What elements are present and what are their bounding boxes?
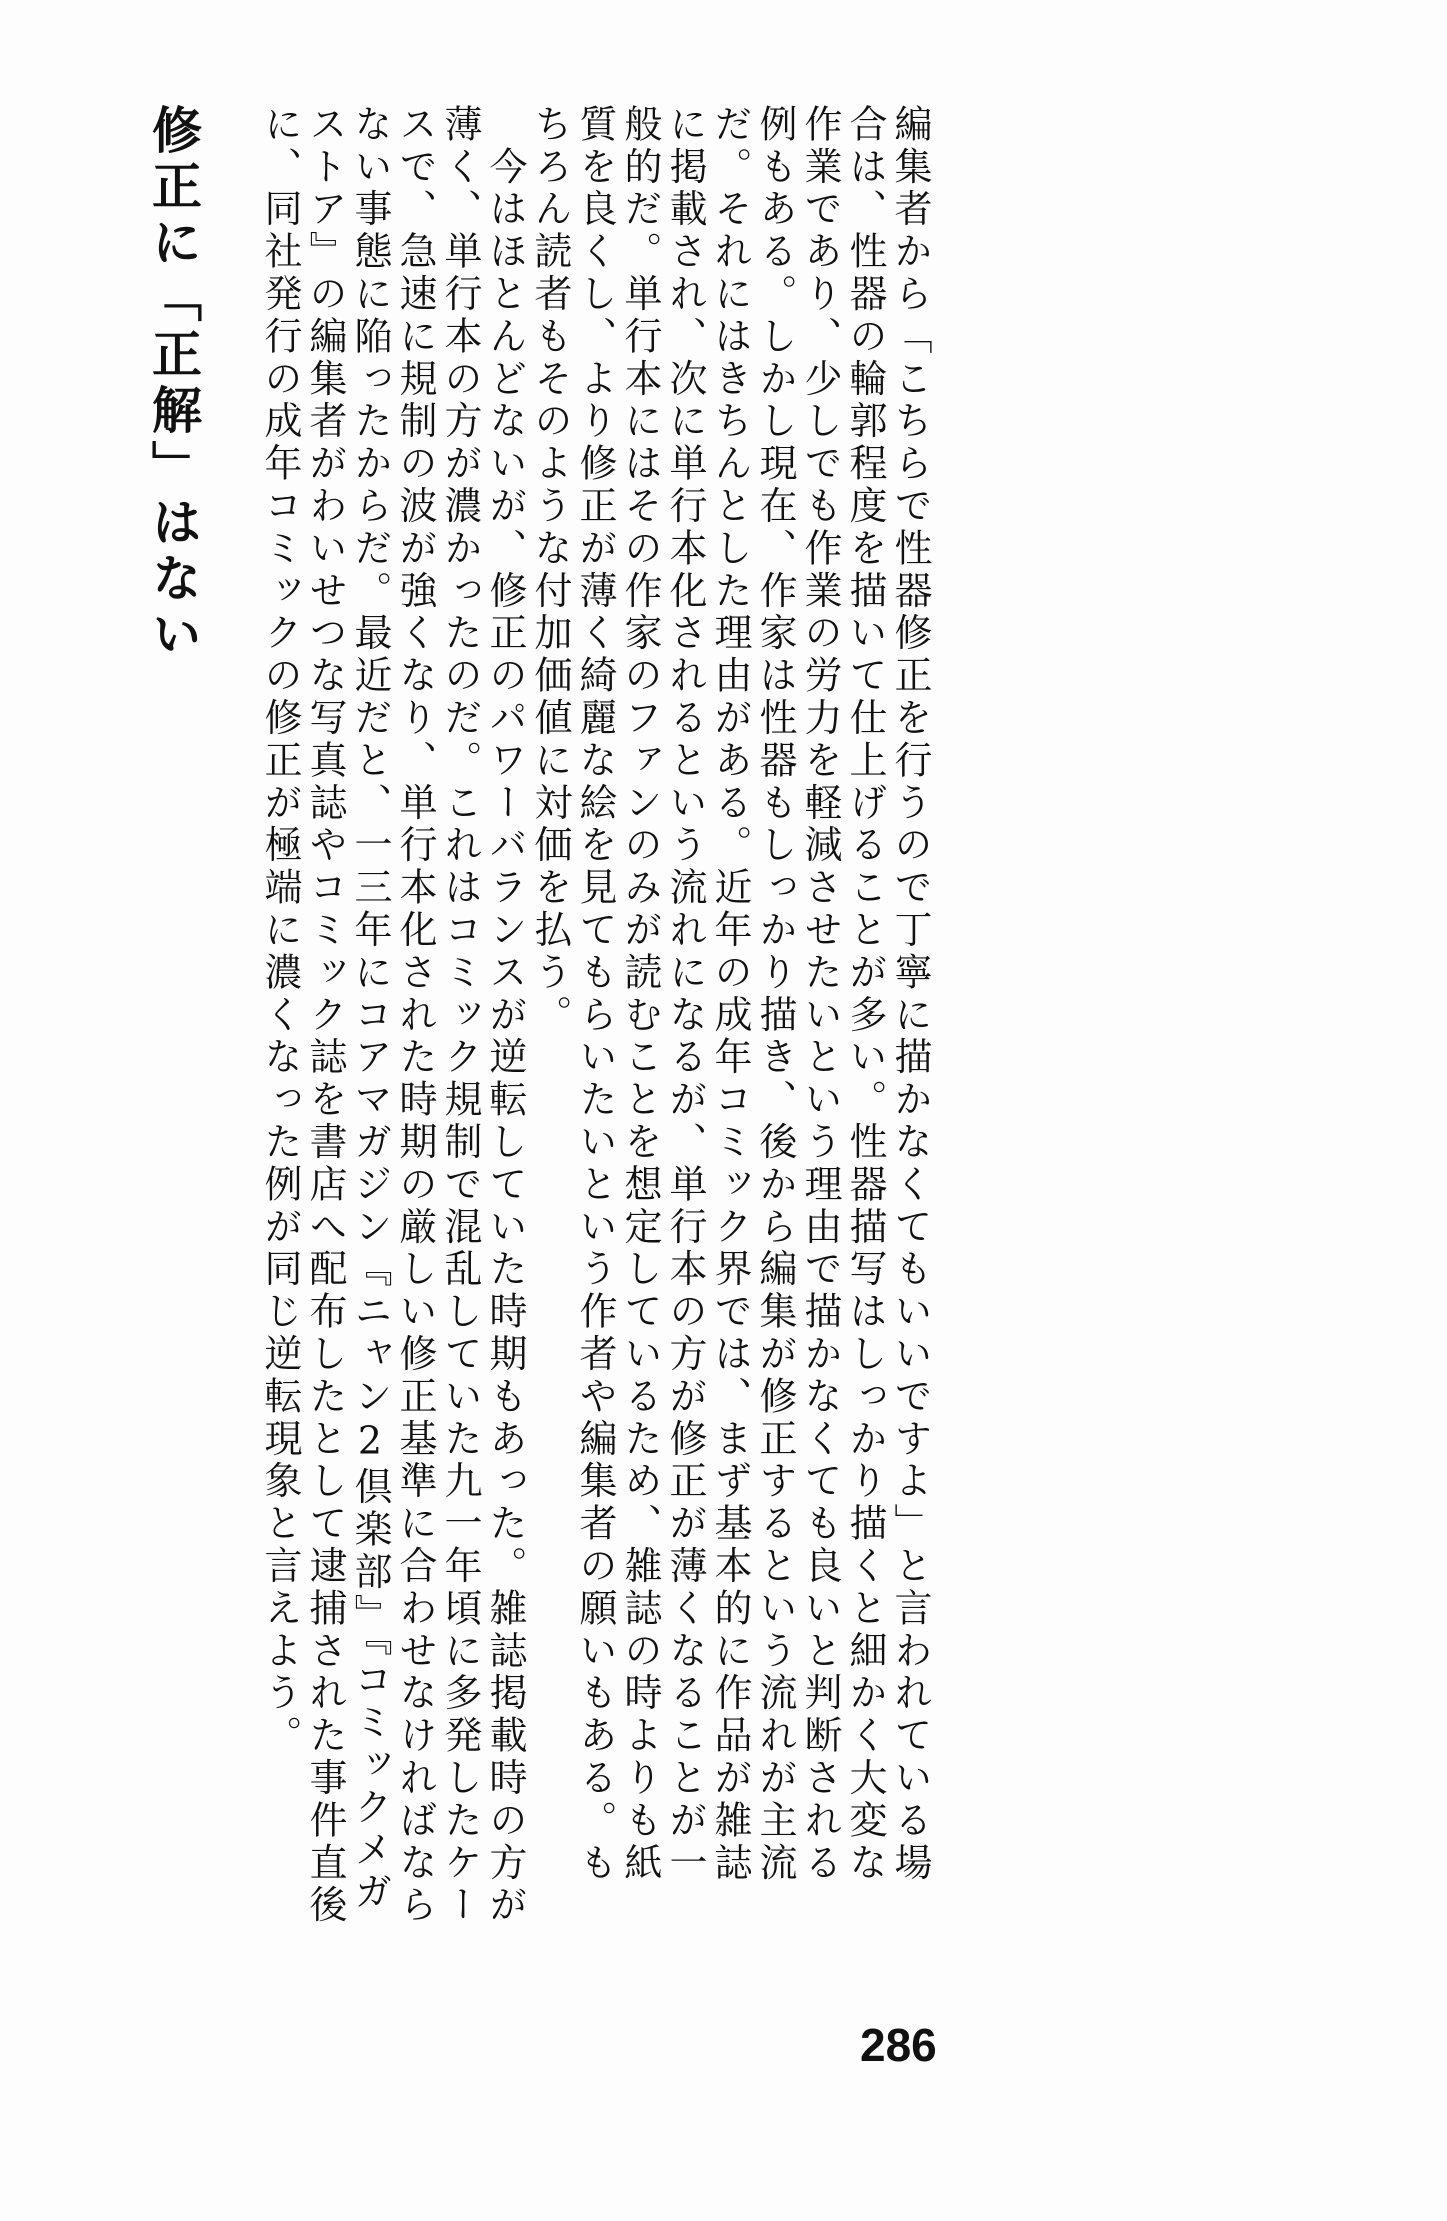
body-text — [257, 104, 932, 1928]
text-line: に掲載され、次に単行本化されるという流れになるが、単行本の方が修正が薄くなることが一 — [663, 104, 707, 1885]
text-line: 例もある。しかし現在、作家は性器もしっかり描き、後から編集が修正するという流れが主流 — [753, 104, 797, 1885]
text-line: 薄く、単行本の方が濃かったのだ。これはコミック規制で混乱していた九一年頃に多発したケー — [438, 104, 482, 1928]
page-number: 286 — [860, 2019, 937, 2071]
text-line: スで、急速に規制の波が強くなり、単行本化された時期の厳しい修正基準に合わせなければなら — [393, 104, 437, 1928]
text-line: に、同社発行の成年コミックの修正が極端に濃くなった例が同じ逆転現象と言えよう。 — [258, 104, 302, 1758]
text-line: 今はほとんどないが、修正のパワーバランスが逆転していた時期もあった。雑誌掲載時の方が — [483, 104, 527, 1928]
text-line: 作業であり、少しでも作業の労力を軽減させたいという理由で描かなくても良いと判断される — [798, 104, 842, 1885]
text-line: 質を良くし、より修正が薄く綺麗な絵を見てもらいたいという作者や編集者の願いもある。も — [573, 104, 617, 1885]
text-line: 般的だ。単行本にはその作家のファンのみが読むことを想定しているため、雑誌の時よりも紙 — [618, 104, 662, 1885]
section-heading: 修正に「正解」はない — [144, 104, 202, 664]
text-line: 編集者から「こちらで性器修正を行うので丁寧に描かなくてもいいですよ」と言われている場 — [888, 104, 932, 1885]
text-line: 合は、性器の輪郭程度を描いて仕上げることが多い。性器描写はしっかり描くと細かく大変な — [843, 104, 887, 1885]
text-line: ちろん読者もそのような付加価値に対価を払う。 — [528, 104, 572, 1037]
text-line: だ。それにはきちんとした理由がある。近年の成年コミック界では、まず基本的に作品が雑誌 — [708, 104, 752, 1885]
text-line: ストア』の編集者がわいせつな写真誌やコミック誌を書店へ配布したとして逮捕された事件直後 — [303, 104, 347, 1928]
text-line: ない事態に陥ったからだ。最近だと、一三年にコアマガジン『ニャン2倶楽部』『コミックメガ — [348, 104, 392, 1915]
